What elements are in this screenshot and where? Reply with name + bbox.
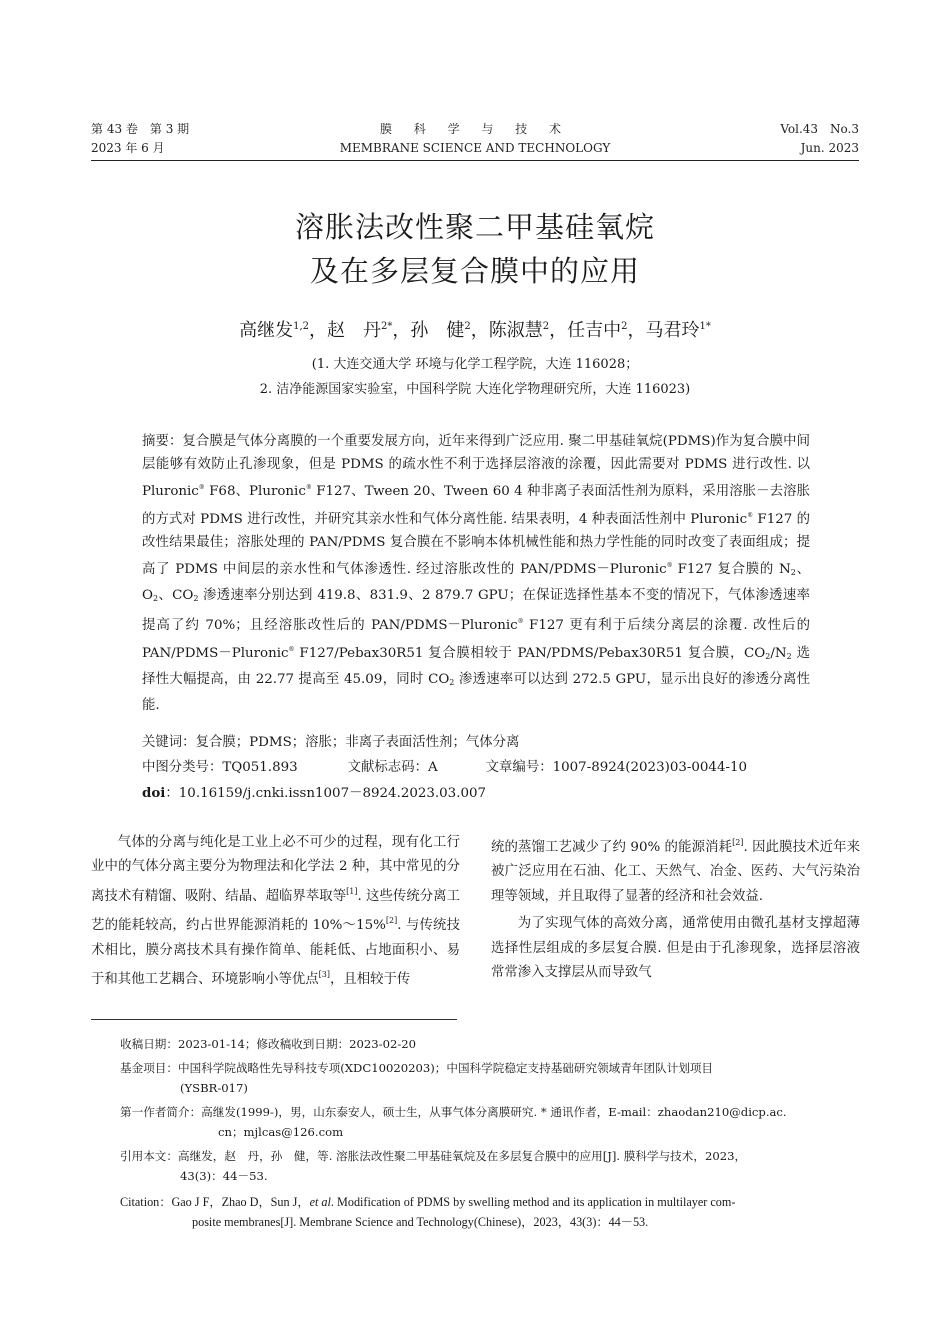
- author-name: 马君玲: [645, 320, 700, 341]
- body-text: . 这些传统分离工艺的能耗较高，约占世界能源消耗的 10%～15%: [91, 888, 460, 934]
- author-affil-mark: 2: [464, 321, 471, 332]
- citation-etal: et al: [309, 1195, 331, 1209]
- author-bio-text: 第一作者简介：高继发(1999-)，男，山东泰安人，硕士生，从事气体分离膜研究. * 通讯作者，E-mail：zhaodan210@dicp.ac.: [120, 1105, 787, 1119]
- journal-name-en: MEMBRANE SCIENCE AND TECHNOLOGY: [339, 141, 611, 155]
- body-text: 为了实现气体的高效分离，通常使用由微孔基材支撑超薄选择性层组成的多层复合膜. 但是由于孔渗现象，选择层溶液常常渗入支撑层从而导致气: [491, 916, 860, 981]
- body-column-right: [491, 831, 860, 985]
- footnote-citation-cn: [120, 1146, 860, 1186]
- abstract-text: /N: [770, 645, 787, 661]
- citation-ref[interactable]: [3]: [318, 970, 330, 980]
- doc-code-value: A: [427, 760, 438, 775]
- article-number-value: 1007-8924(2023)03-0044-10: [552, 760, 748, 775]
- citation-text: Citation：Gao J F，Zhao D，Sun J，: [120, 1195, 310, 1209]
- subscript: 2: [790, 568, 796, 578]
- paper-title: [0, 205, 950, 293]
- abstract-text: 渗透速率可以达到 272.5 GPU，显示出良好的渗透分离性能.: [142, 671, 811, 714]
- doc-code-label: 文献标志码：: [347, 760, 428, 775]
- author-affil-mark: 2: [621, 321, 628, 332]
- footnote-funding: [120, 1058, 860, 1098]
- footnote-author-bio: [120, 1102, 860, 1142]
- abstract-text: 、O: [142, 562, 810, 604]
- author-name: 陈淑慧: [488, 320, 543, 341]
- citation-text: 43(3)：44－53.: [180, 1169, 268, 1183]
- abstract-text: 、CO: [158, 588, 194, 604]
- body-paragraph: [91, 831, 460, 992]
- abstract-label: 摘要：: [142, 434, 183, 449]
- body-text: . 因此膜技术近年来被广泛应用在石油、化工、天然气、冶金、医药、大气污染治理等领域，并且取得了显著的经济和社会效益.: [491, 840, 860, 904]
- article-number-label: 文章编号：: [485, 760, 553, 775]
- volume-issue-en: Vol.43 No.3: [780, 122, 859, 136]
- body-paragraph: [491, 912, 860, 985]
- author-name: 高继发: [239, 320, 294, 341]
- author-name: 赵 丹: [327, 320, 382, 341]
- classification-line: [142, 757, 747, 779]
- abstract-text: F127/Pebax30R51 复合膜相较于 PAN/PDMS/Pebax30R51 复合膜，CO: [294, 645, 766, 661]
- funding-text: 基金项目：中国科学院战略性先导科技专项(XDC10020203)；中国科学院稳定支持基础研究领域青年团队计划项目: [120, 1061, 714, 1075]
- subscript: 2: [786, 651, 792, 661]
- date-cn: 2023 年 6 月: [91, 141, 165, 155]
- footnote-received: 收稿日期：2023-01-14；修改稿收到日期：2023-02-20: [120, 1037, 417, 1051]
- body-text: ，且相较于传: [329, 972, 411, 988]
- registered-mark: ®: [747, 511, 754, 519]
- abstract: [142, 430, 810, 717]
- citation-ref[interactable]: [2]: [385, 916, 398, 926]
- abstract-text: 复合膜是气体分离膜的一个重要发展方向，近年来得到广泛应用. 聚二甲基硅氧烷(PDMS)作为复合膜中间层能够有效防止孔渗现象，但是 PDMS 的疏水性不利于选择层溶液的涂覆，因此需要对 PDMS 进行改性. 以 Pluronic: [142, 434, 810, 500]
- citation-text: posite membranes[J]. Membrane Science and Technology(Chinese)，2023，43(3)：44－53.: [192, 1215, 649, 1229]
- body-text: 气体的分离与纯化是工业上必不可少的过程，现有化工行业中的气体分离主要分为物理法和化学法 2 种，其中常见的分离技术有精馏、吸附、结晶、超临界萃取等: [91, 835, 460, 904]
- footnote-citation-en: [120, 1192, 860, 1232]
- body-text: . 与传统技术相比，膜分离技术具有操作简单、能耗低、占地面积小、易于和其他工艺耦合、环境影响小等优点: [91, 918, 461, 988]
- doi-line: [142, 782, 486, 805]
- abstract-text: 选择性大幅提高，由 22.77 提高至 45.09，同时 CO: [142, 645, 810, 687]
- title-line-1: 溶胀法改性聚二甲基硅氧烷: [294, 210, 655, 244]
- author-affil-mark: 1*: [699, 321, 711, 332]
- title-line-2: 及在多层复合膜中的应用: [309, 254, 640, 288]
- clc-value: TQ051.893: [222, 760, 298, 775]
- keywords-label: 关键词：: [142, 735, 196, 750]
- author-name: 孙 健: [410, 320, 465, 341]
- author-affil-mark: 1,2: [293, 321, 310, 332]
- abstract-text: F68、Pluronic: [204, 484, 306, 500]
- registered-mark: ®: [517, 618, 524, 626]
- registered-mark: ®: [288, 645, 295, 653]
- doi-link[interactable]: ：10.16159/j.cnki.issn1007－8924.2023.03.007: [165, 786, 487, 801]
- keywords-text: 复合膜；PDMS；溶胀；非离子表面活性剂；气体分离: [195, 735, 520, 750]
- registered-mark: ®: [198, 484, 205, 492]
- author-name: 任吉中: [567, 320, 622, 341]
- author-bio-text: cn；mjlcas@126.com: [218, 1125, 344, 1139]
- header-divider: [91, 160, 859, 161]
- volume-issue-cn: 第 43 卷 第 3 期: [91, 122, 190, 136]
- subscript: 2: [765, 651, 771, 661]
- author-affil-mark: 2: [542, 321, 550, 332]
- registered-mark: ®: [305, 484, 312, 492]
- abstract-text: F127 的改性结果最佳；溶胀处理的 PAN/PDMS 复合膜在不影响本体机械性能和热力学性能的同时改变了表面组成；提高了 PDMS 中间层的亲水性和气体渗透性. 经过溶胀改性的 PAN/PDMS－Pluronic: [142, 511, 810, 578]
- clc-label: 中图分类号：: [142, 760, 223, 775]
- abstract-text: F127 更有利于后续分离层的涂覆. 改性后的 PAN/PDMS－Pluronic: [142, 618, 810, 661]
- citation-ref[interactable]: [2]: [732, 838, 744, 847]
- citation-text: 引用本文：高继发，赵 丹，孙 健，等. 溶胀法改性聚二甲基硅氧烷及在多层复合膜中的应用[J]. 膜科学与技术，2023，: [120, 1149, 747, 1163]
- abstract-text: 渗透速率分别达到 419.8、831.9、2 879.7 GPU；在保证选择性基本不变的情况下，气体渗透速率提高了约 70%；且经溶胀改性后的 PAN/PDMS－Pluronic: [142, 588, 810, 634]
- footnote-divider: [91, 1019, 457, 1020]
- doi-label: doi: [142, 785, 166, 801]
- affiliation-2: 2. 洁净能源国家实验室，中国科学院 大连化学物理研究所，大连 116023): [259, 382, 691, 397]
- abstract-text: F127、Tween 20、Tween 60 4 种非离子表面活性剂为原料，采用溶胀－去溶胀的方式对 PDMS 进行改性，并研究其亲水性和气体分离性能. 结果表明，4 种表面活性剂中 Pluronic: [142, 484, 810, 527]
- author-affil-mark: 2*: [381, 321, 393, 332]
- subscript: 2: [449, 677, 455, 687]
- citation-ref[interactable]: [1]: [346, 886, 358, 896]
- subscript: 2: [193, 594, 199, 604]
- subscript: 2: [152, 594, 159, 604]
- affiliation-1: (1. 大连交通大学 环境与化学工程学院，大连 116028；: [311, 357, 639, 372]
- registered-mark: ®: [666, 562, 673, 570]
- date-en: Jun. 2023: [800, 141, 859, 155]
- body-paragraph: [491, 831, 860, 909]
- body-text: 统的蒸馏工艺减少了约 90% 的能源消耗: [491, 840, 733, 855]
- abstract-text: F127 复合膜的 N: [672, 562, 791, 578]
- funding-text: (YSBR-017): [180, 1081, 248, 1095]
- running-header-right: [780, 120, 859, 158]
- author-list: 高继发$^{1,2}$，赵 丹$^{2*}$，孙 健$^2$，陈淑慧$^2$，任吉中$^2$，马君玲$^{1*}$: [239, 320, 711, 341]
- body-column-left: [91, 831, 460, 992]
- citation-text: . Modification of PDMS by swelling method and its application in multilayer com-: [330, 1195, 736, 1209]
- keywords: [142, 732, 519, 754]
- journal-name-cn: 膜 科 学 与 技 术: [379, 122, 571, 136]
